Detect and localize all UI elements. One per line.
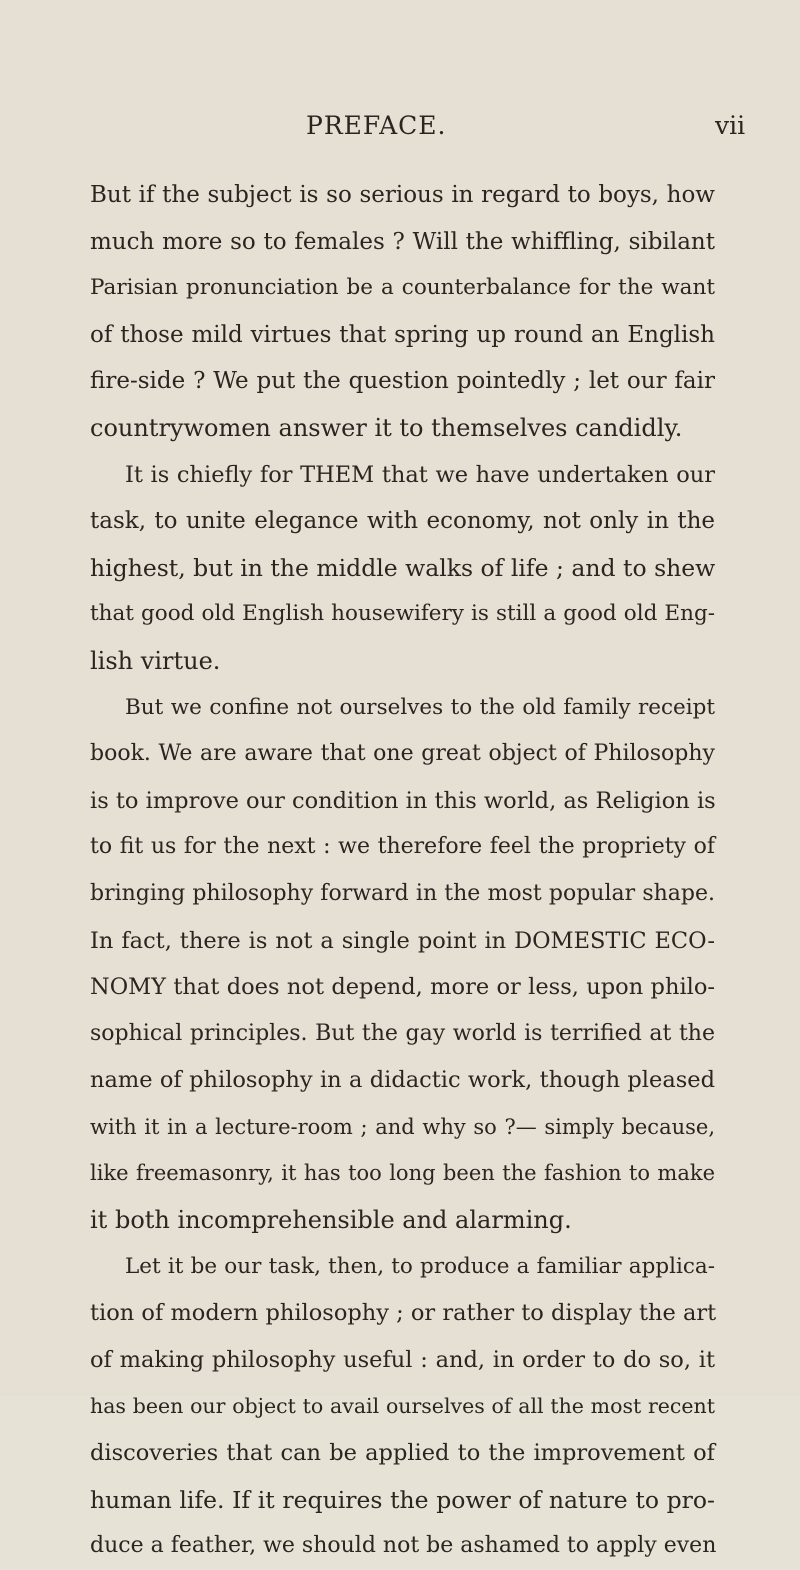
text-line: with it in a lecture-room ; and why so ?— simply because, <box>90 1114 715 1139</box>
text-line: has been our object to avail ourselves of all the most recent <box>90 1394 715 1419</box>
text-line: lish virtue. <box>90 646 221 675</box>
text-line: But if the subject is so serious in regard to boys, how <box>90 182 715 208</box>
text-line: it both incomprehensible and alarming. <box>90 1206 572 1235</box>
text-line: Let it be our task, then, to produce a familiar applica- <box>125 1253 715 1279</box>
text-line: human life. If it requires the power of nature to pro- <box>90 1485 715 1514</box>
page-header <box>0 111 800 151</box>
body-text <box>90 172 715 1570</box>
text-line: duce a feather, we should not be ashamed to apply even <box>90 1533 717 1559</box>
text-line: to fit us for the next : we therefore feel the propriety of <box>90 834 715 860</box>
text-line: fire-side ? We put the question pointedly ; let our fair <box>90 368 715 395</box>
text-line: that good old English housewifery is still a good old Eng- <box>90 601 715 627</box>
text-line: book. We are aware that one great object of Philosophy <box>90 741 715 767</box>
text-line: In fact, there is not a single point in DOMESTIC ECO- <box>90 927 715 954</box>
text-line: name of philosophy in a didactic work, though pleased <box>90 1067 715 1094</box>
text-line: of making philosophy useful : and, in order to do so, it <box>90 1346 715 1373</box>
page-number: vii <box>715 111 746 140</box>
text-line: But we confine not ourselves to the old family receipt <box>125 694 715 720</box>
text-line: It is chiefly for THEM that we have undertaken our <box>125 461 715 488</box>
text-line: discoveries that can be applied to the improvement of <box>90 1440 715 1467</box>
text-line: much more so to females ? Will the whiffling, sibilant <box>90 228 715 255</box>
text-line: tion of modern philosophy ; or rather to display the art <box>90 1300 717 1327</box>
running-head: PREFACE. <box>306 111 447 140</box>
text-line: Parisian pronunciation be a counterbalance for the want <box>90 275 715 301</box>
text-line: like freemasonry, it has too long been the fashion to make <box>90 1161 715 1186</box>
text-line: highest, but in the middle walks of life ; and to shew <box>90 553 716 582</box>
text-line: task, to unite elegance with economy, not only in the <box>90 508 715 535</box>
text-line: is to improve our condition in this world, as Religion is <box>90 787 716 814</box>
text-line: bringing philosophy forward in the most popular shape. <box>90 880 715 906</box>
text-line: of those mild virtues that spring up round an English <box>90 321 715 348</box>
text-line: NOMY that does not depend, more or less, upon philo- <box>90 974 715 1001</box>
text-line: sophical principles. But the gay world is terrified at the <box>90 1020 715 1046</box>
text-line: countrywomen answer it to themselves candidly. <box>90 413 683 442</box>
